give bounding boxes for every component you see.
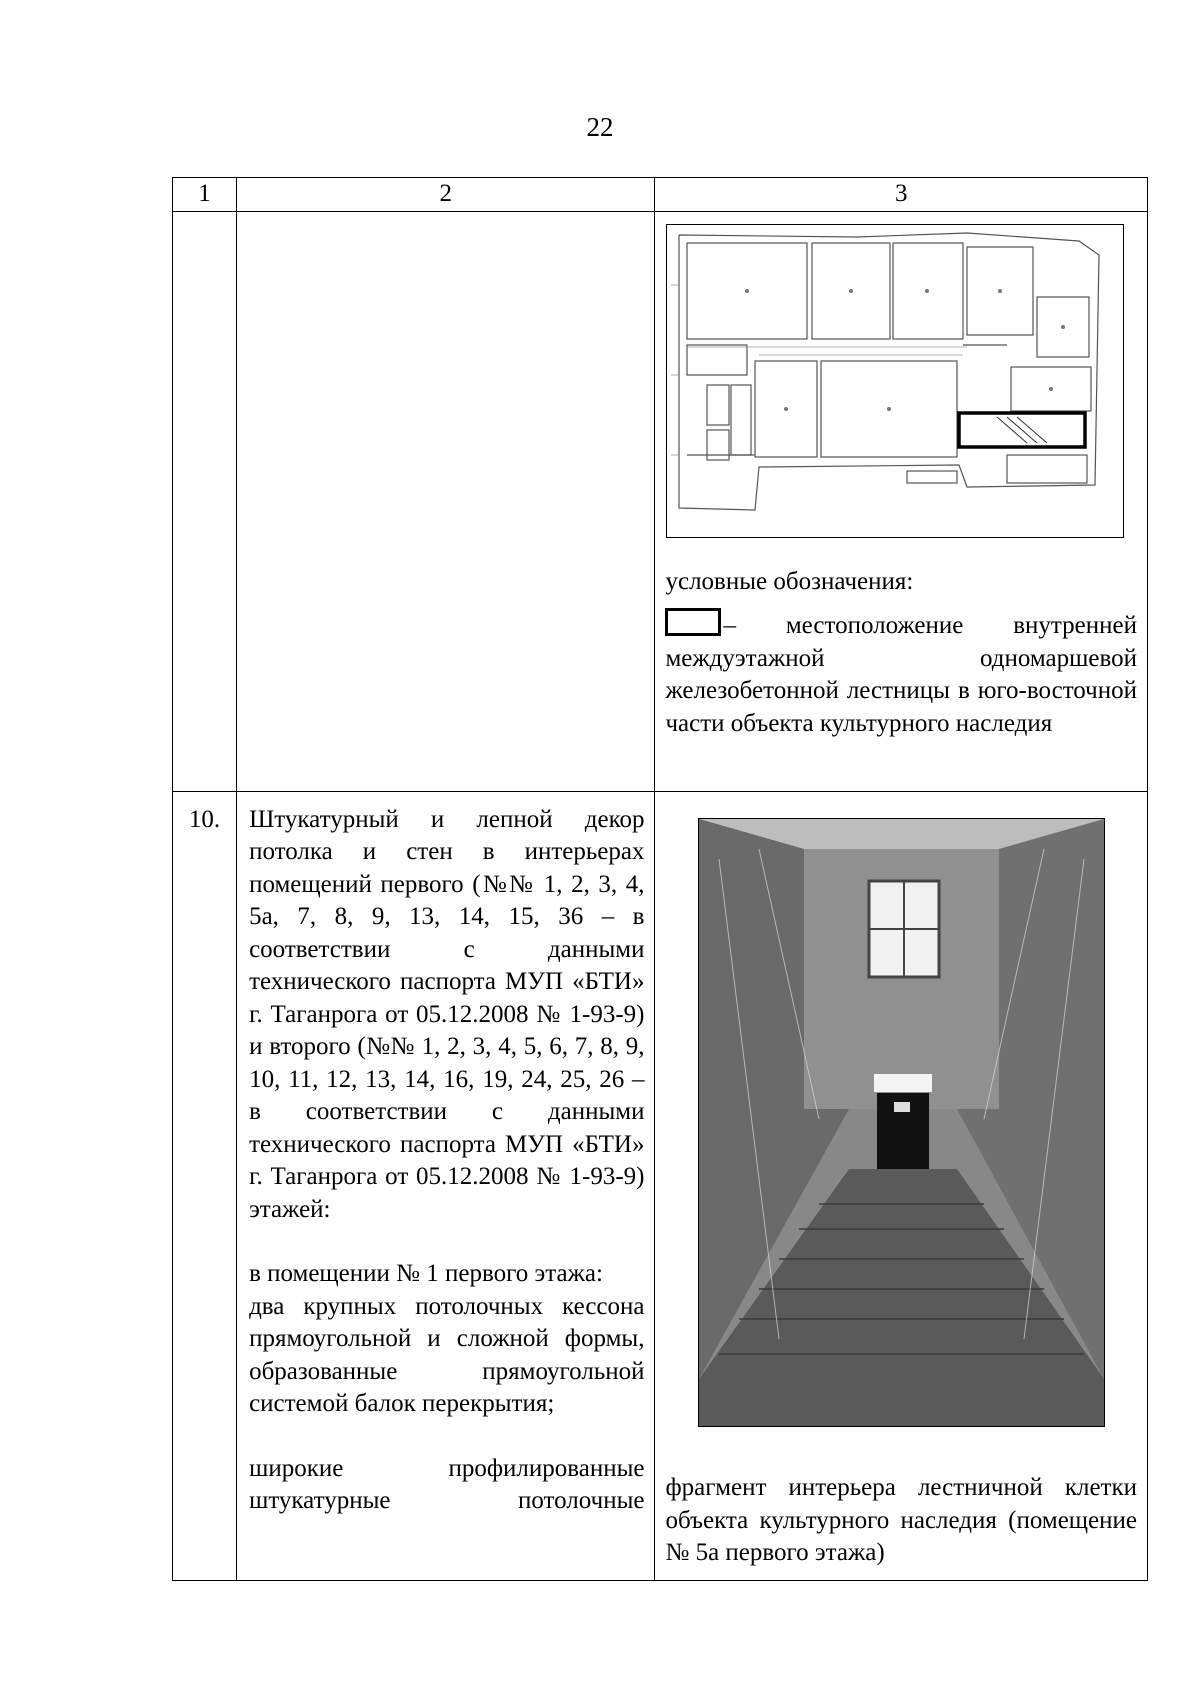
legend-box-symbol bbox=[665, 608, 721, 636]
table-row bbox=[173, 211, 1148, 791]
legend-text: – местоположение внутренней междуэтажной одномаршевой железобетонной лестницы в юго-восточной части объекта культурного наследия bbox=[665, 612, 1137, 737]
row2-description-cell bbox=[237, 791, 655, 1580]
description-paragraph: в помещении № 1 первого этажа: bbox=[249, 1260, 603, 1287]
photo-caption: фрагмент интерьера лестничной клетки объекта культурного наследия (помещение № 5а первого этажа) bbox=[665, 1474, 1137, 1566]
row2-number: 10. bbox=[173, 791, 237, 1580]
description-paragraph: широкие профилированные штукатурные потолочные bbox=[249, 1454, 645, 1514]
header-col-3: 3 bbox=[655, 178, 1148, 212]
legend-title: условные обозначения: bbox=[665, 567, 914, 595]
floor-plan-image bbox=[666, 224, 1124, 538]
header-col-2: 2 bbox=[237, 178, 655, 212]
table-row bbox=[173, 791, 1148, 1580]
header-col-1: 1 bbox=[173, 178, 237, 212]
page-number: 22 bbox=[586, 112, 614, 142]
description-paragraph: Штукатурный и лепной декор потолка и стен в интерьерах помещений первого (№№ 1, 2, 3, 4, 5а, 7, 8, 9, 13, 14, 15, 36 – в соответствии с данными технического паспорта МУП «БТИ» г. Таганрога от 05.12.2008 № 1-93-9) и второго (№№ 1, 2, 3, 4, 5, 6, 7, 8, 9, 10, 11, 12, 13, 14, 16, 19, 24, 25, 26 – в соответствии с данными технического паспорта МУП «БТИ» г. Таганрога от 05.12.2008 № 1-93-9) этажей: bbox=[249, 805, 645, 1223]
staircase-photo bbox=[698, 818, 1105, 1427]
row1-image-cell bbox=[655, 211, 1148, 791]
row2-image-cell bbox=[655, 791, 1148, 1580]
row1-number-cell bbox=[173, 211, 237, 791]
heritage-table bbox=[172, 177, 1148, 1581]
description-paragraph: два крупных потолочных кессона прямоугольной и сложной формы, образованные прямоугольной системой балок перекрытия; bbox=[249, 1292, 645, 1417]
row1-description-cell bbox=[237, 211, 655, 791]
table-header-row bbox=[173, 178, 1148, 212]
legend-entry bbox=[665, 608, 1137, 740]
